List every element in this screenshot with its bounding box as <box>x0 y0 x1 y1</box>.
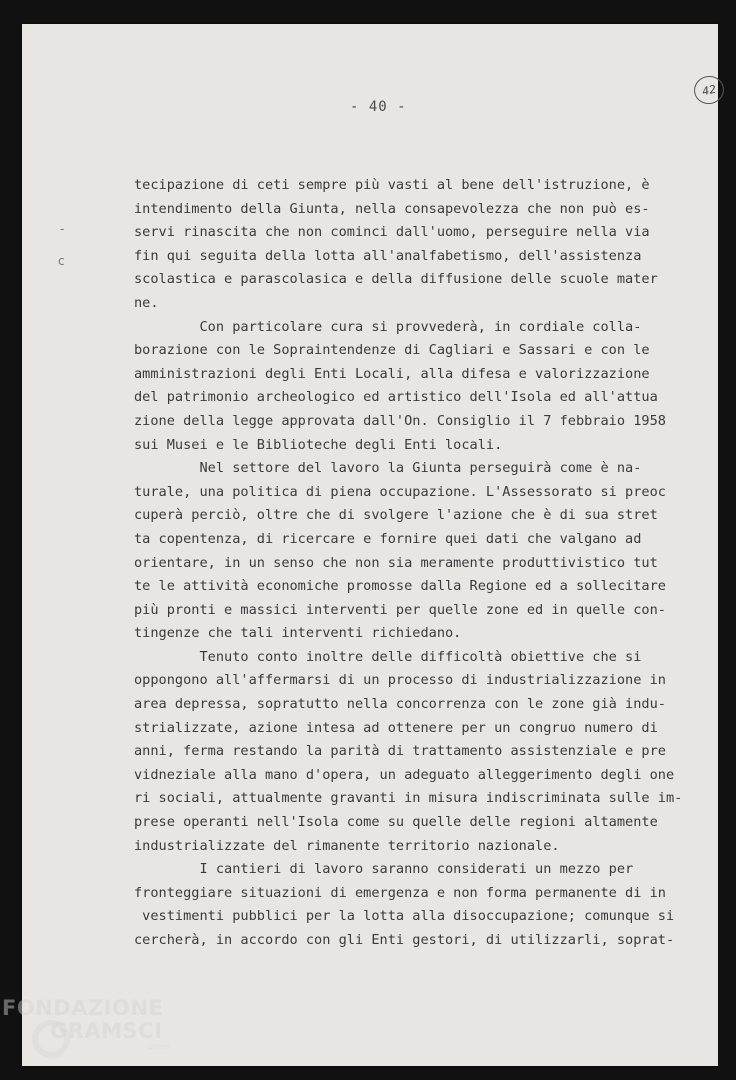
text-line: fin qui seguita della lotta all'analfabetismo, dell'assistenza <box>134 247 642 264</box>
text-line: scolastica e parascolasica e della diffusione delle scuole mater <box>134 271 658 288</box>
text-line: Tenuto conto inoltre delle difficoltà obiettive che si <box>134 648 642 665</box>
text-line: vestimenti pubblici per la lotta alla disoccupazione; comunque si <box>134 908 675 925</box>
text-line: tecipazione di ceti sempre più vasti al bene dell'istruzione, è <box>134 177 650 193</box>
text-line: orientare, in un senso che non sia meramente produttivistico tut <box>134 554 658 571</box>
text-line: ri sociali, attualmente gravanti in misura indiscriminata sulle im- <box>134 790 683 807</box>
text-line: te le attività economiche promosse dalla Regione ed a sollecitare <box>134 578 666 595</box>
text-line: strializzate, azione intesa ad ottenere per un congruo numero di <box>134 719 658 736</box>
text-line: prese operanti nell'Isola come su quelle delle regioni altamente <box>134 814 658 831</box>
text-line: Nel settore del lavoro la Giunta perseguirà come è na- <box>134 460 642 477</box>
text-line: del patrimonio archeologico ed artistico dell'Isola ed all'attua <box>134 389 658 406</box>
text-line: Con particolare cura si provvederà, in cordiale colla- <box>134 318 642 335</box>
text-line: ta copentenza, di ricercare e fornire quei dati che valgano ad <box>134 530 642 547</box>
text-line: zione della legge approvata dall'On. Consiglio il 7 febbraio 1958 <box>134 412 666 429</box>
text-line: più pronti e massici interventi per quelle zone ed in quelle con- <box>134 601 666 618</box>
text-line: tingenze che tali interventi richiedano. <box>134 625 462 642</box>
text-line: fronteggiare situazioni di emergenza e non forma permanente di in <box>134 884 666 901</box>
watermark-logo-icon <box>32 1020 70 1058</box>
text-line: I cantieri di lavoro saranno considerati un mezzo per <box>134 861 634 878</box>
watermark-line1: FONDAZIONE <box>2 996 164 1020</box>
fondazione-gramsci-watermark <box>2 996 169 1052</box>
text-line: servi rinascita che non cominci dall'uomo, perseguire nella via <box>134 224 650 241</box>
margin-mark: - <box>60 222 65 236</box>
folio-number: 42 <box>691 73 726 107</box>
text-line: oppongono all'affermarsi di un processo di industrializzazione in <box>134 672 666 689</box>
text-line: vidneziale alla mano d'opera, un adeguato alleggerimento degli one <box>134 766 675 783</box>
text-line: cercherà, in accordo con gli Enti gestori, di utilizzarli, soprat- <box>134 932 675 948</box>
typed-text-body <box>134 174 694 953</box>
page-number: - 40 - <box>350 99 407 115</box>
text-line: anni, ferma restando la parità di trattamento assistenziale e pre <box>134 743 666 760</box>
text-line: sui Musei e le Biblioteche degli Enti locali. <box>134 436 503 453</box>
watermark-line2: GRAMSCI <box>50 1019 163 1043</box>
text-line: ne. <box>134 294 159 311</box>
watermark-sub: onlus <box>148 1042 170 1051</box>
margin-mark: c <box>58 254 65 268</box>
text-line: amministrazioni degli Enti Locali, alla difesa e valorizzazione <box>134 365 650 382</box>
document-page <box>22 24 718 1066</box>
text-line: cuperà perciò, oltre che di svolgere l'azione che è di sua stret <box>134 507 658 524</box>
text-line: industrializzate del rimanente territorio nazionale. <box>134 837 560 854</box>
text-line: area depressa, sopratutto nella concorrenza con le zone già indu- <box>134 696 666 713</box>
text-line: intendimento della Giunta, nella consapevolezza che non può es- <box>134 200 650 217</box>
text-line: borazione con le Sopraintendenze di Cagliari e Sassari e con le <box>134 342 650 359</box>
text-line: turale, una politica di piena occupazione. L'Assessorato si preoc <box>134 483 666 500</box>
